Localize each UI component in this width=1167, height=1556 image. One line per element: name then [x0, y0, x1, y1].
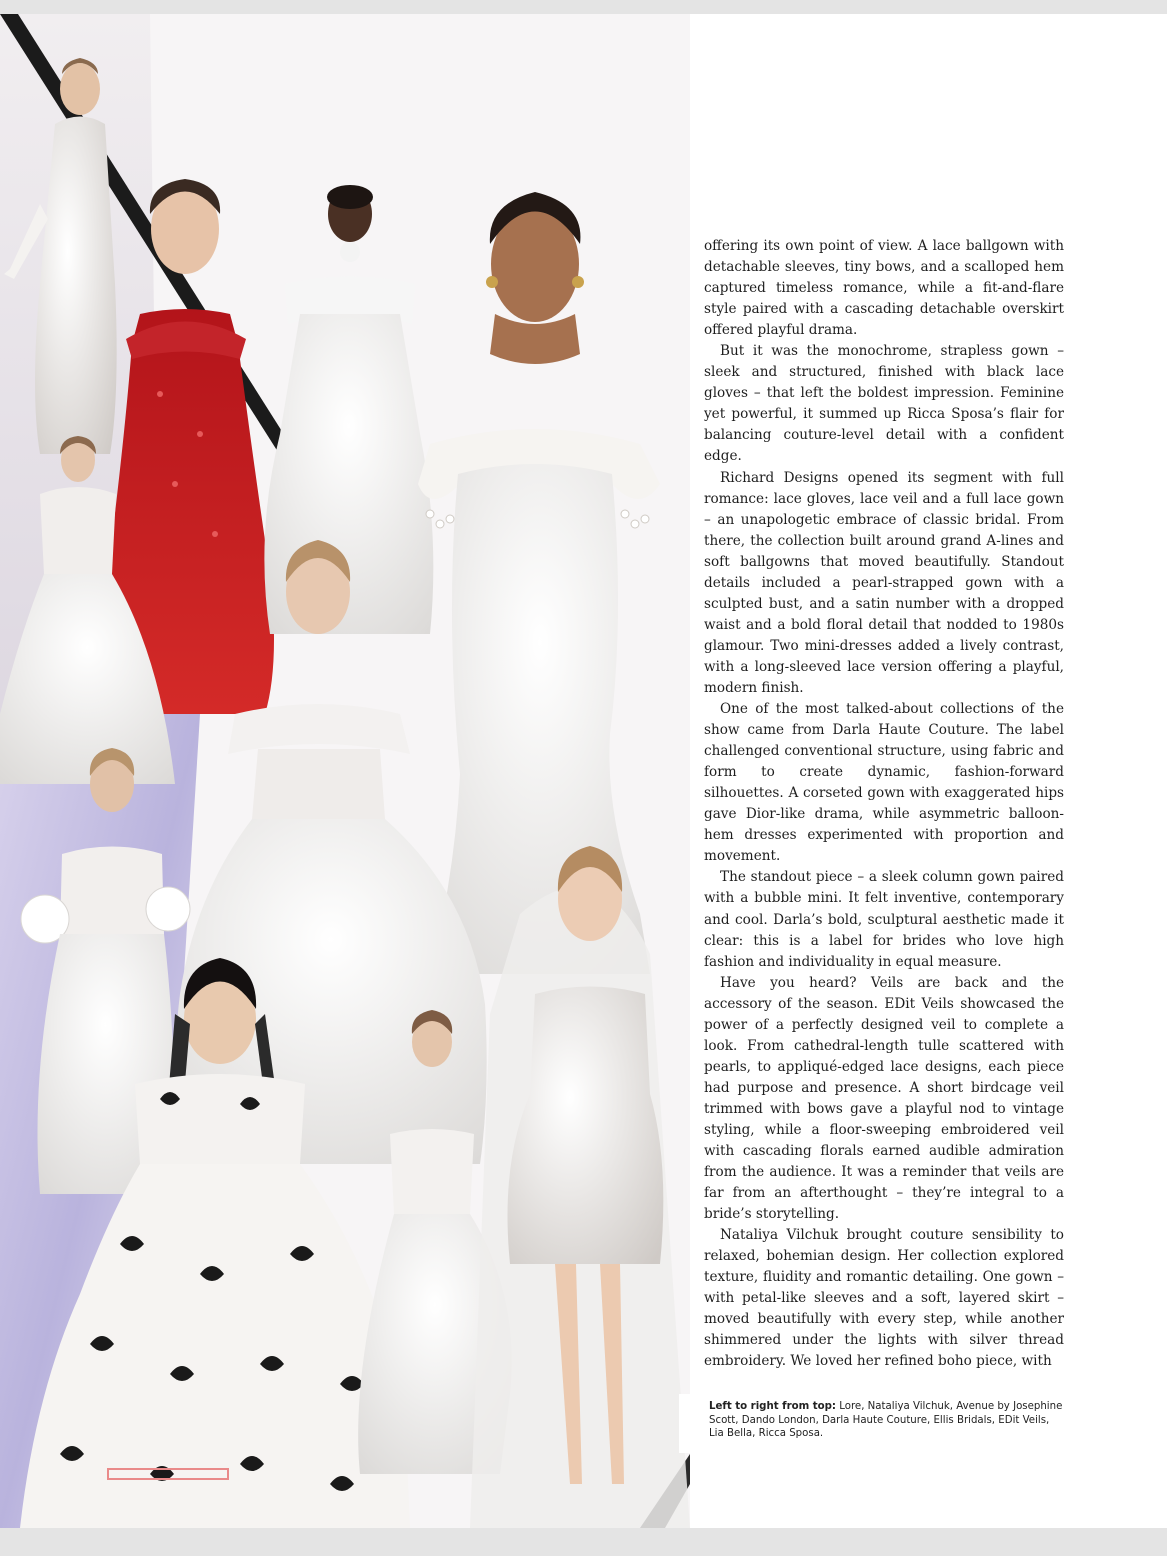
- article-paragraph: Richard Designs opened its segment with full romance: lace gloves, lace veil and a full lace gown – an unapologetic embrace of classic bridal. From there, the collection built around grand A-lines and soft ballgowns that moved beautifully. Standout details included a pearl-strapped gown with a sculpted bust, and a satin number with a dropped waist and a bold floral detail that nodded to 1980s glamour. Two mini-dresses added a lively contrast, with a long-sleeved lace version offering a playful, modern finish.: [704, 469, 1064, 696]
- page-number-box: [107, 1468, 229, 1480]
- article-paragraph: The standout piece – a sleek column gown paired with a bubble mini. It felt inventive, contemporary and cool. Darla’s bold, sculptural aesthetic made it clear: this is a label for brides who love high fashion and individuality in equal measure.: [704, 869, 1064, 970]
- article-paragraph: Have you heard? Veils are back and the accessory of the season. EDit Veils showcased the power of a perfectly designed veil to complete a look. From cathedral-length tulle scattered with pearls, to appliqué-edged lace designs, each piece had purpose and presence. A short birdcage veil trimmed with bows gave a playful nod to vintage styling, while a floor-sweeping embroidered veil with cascading florals earned audible admiration from the audience. It was a reminder that veils are far from an afterthought – they’re integral to a bride’s storytelling.: [704, 974, 1064, 1223]
- article-paragraph: But it was the monochrome, strapless gown – sleek and structured, finished with black lace gloves – that left the boldest impression. Feminine yet powerful, it summed up Ricca Sposa’s flair for balancing couture-level detail with a confident edge.: [704, 343, 1064, 465]
- article-paragraph: offering its own point of view. A lace ballgown with detachable sleeves, tiny bows, and a scalloped hem captured timeless romance, while a fit-and-flare style paired with a cascading detachable overskirt offered playful drama.: [704, 238, 1064, 339]
- article-body: [704, 236, 1064, 1373]
- caption-lead: Left to right from top:: [709, 1401, 836, 1412]
- photo-caption: [679, 1394, 1074, 1453]
- caption-text: Lore, Nataliya Vilchuk, Avenue by Josephine Scott, Dando London, Darla Haute Couture, Ellis Bridals, EDit Veils, Lia Bella, Ricca Sposa.: [709, 1401, 1063, 1440]
- article-paragraph: Nataliya Vilchuk brought couture sensibility to relaxed, bohemian design. Her collection explored texture, fluidity and romantic detailing. One gown – with petal-like sleeves and a soft, layered skirt – moved beautifully with every step, while another shimmered under the lights with silver thread embroidery. We loved her refined boho piece, with: [704, 1227, 1064, 1370]
- runway-photo-collage: [0, 14, 690, 1528]
- article-paragraph: One of the most talked-about collections of the show came from Darla Haute Couture. The label challenged conventional structure, using fabric and form to create dynamic, fashion-forward silhouettes. A corseted gown with exaggerated hips gave Dior-like drama, while asymmetric balloon-hem dresses experimented with proportion and movement.: [704, 701, 1064, 865]
- magazine-page: [0, 14, 1167, 1528]
